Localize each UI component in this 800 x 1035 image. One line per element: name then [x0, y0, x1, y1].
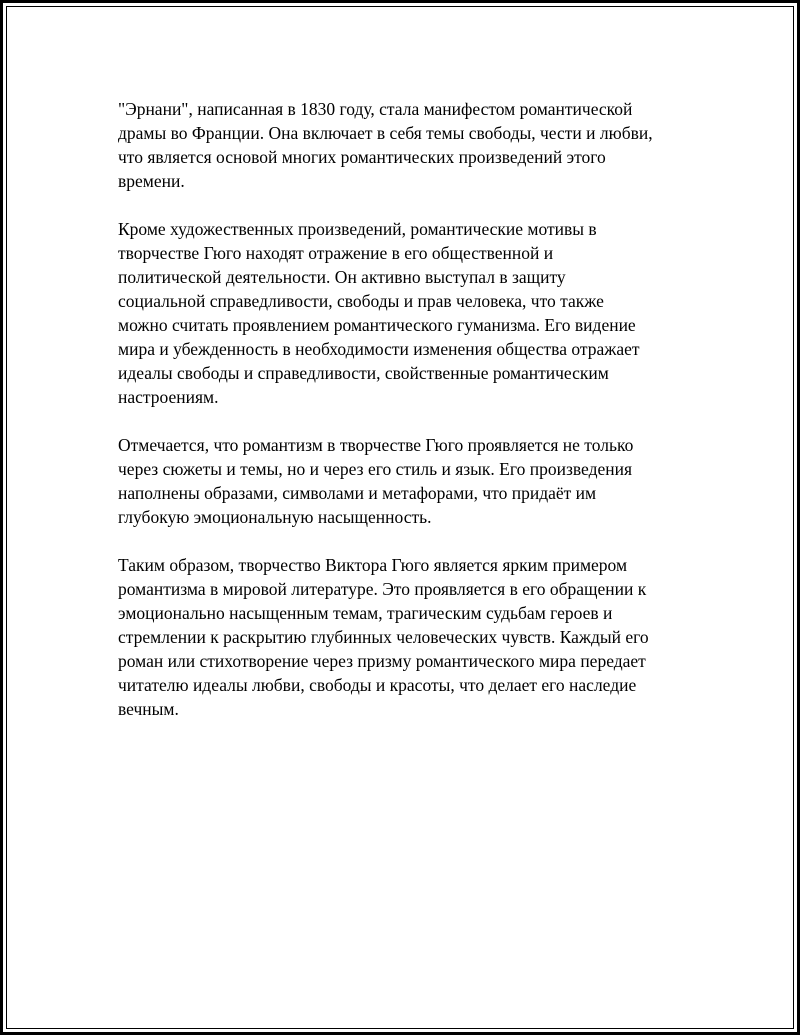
text-line: через сюжеты и темы, но и через его стиль и язык. Его произведения	[118, 459, 633, 479]
text-line: творчестве Гюго находят отражение в его общественной и	[118, 243, 554, 263]
text-line: идеалы свободы и справедливости, свойственные романтическим	[118, 363, 609, 383]
text-line: "Эрнани", написанная в 1830 году, стала манифестом романтической	[118, 99, 633, 119]
paragraph-1	[118, 97, 690, 193]
text-line: наполнены образами, символами и метафорами, что придаёт им	[118, 483, 597, 503]
text-line: что является основой многих романтических произведений этого	[118, 147, 606, 167]
text-line: глубокую эмоциональную насыщенность.	[118, 507, 432, 527]
paragraph-3	[118, 433, 690, 529]
document-body	[118, 97, 690, 745]
text-line: Отмечается, что романтизм в творчестве Гюго проявляется не только	[118, 435, 634, 455]
text-line: Таким образом, творчество Виктора Гюго является ярким примером	[118, 555, 628, 575]
text-line: романтизма в мировой литературе. Это проявляется в его обращении к	[118, 579, 647, 599]
text-line: вечным.	[118, 699, 179, 719]
text-line: социальной справедливости, свободы и прав человека, что также	[118, 291, 604, 311]
paragraph-4	[118, 553, 690, 721]
text-line: Кроме художественных произведений, романтические мотивы в	[118, 219, 597, 239]
text-line: эмоционально насыщенным темам, трагическим судьбам героев и	[118, 603, 613, 623]
text-line: стремлении к раскрытию глубинных человеческих чувств. Каждый его	[118, 627, 649, 647]
text-line: времени.	[118, 171, 185, 191]
text-line: читателю идеалы любви, свободы и красоты, что делает его наследие	[118, 675, 637, 695]
text-line: роман или стихотворение через призму романтического мира передает	[118, 651, 646, 671]
text-line: можно считать проявлением романтического гуманизма. Его видение	[118, 315, 636, 335]
text-line: мира и убежденность в необходимости изменения общества отражает	[118, 339, 640, 359]
text-line: настроениям.	[118, 387, 219, 407]
text-line: политической деятельности. Он активно выступал в защиту	[118, 267, 566, 287]
text-line: драмы во Франции. Она включает в себя темы свободы, чести и любви,	[118, 123, 653, 143]
paragraph-2	[118, 217, 690, 409]
